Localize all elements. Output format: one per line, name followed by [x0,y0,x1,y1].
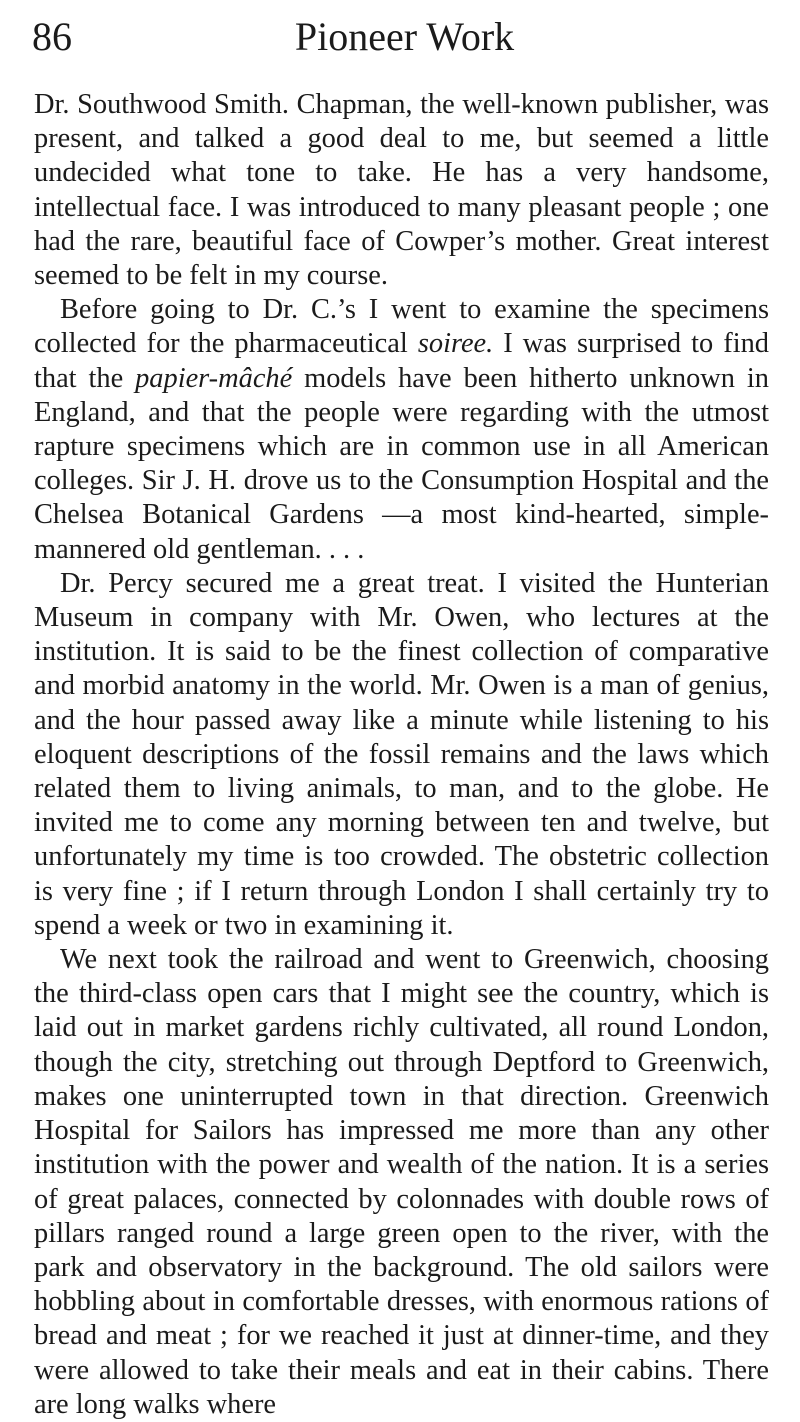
running-title: Pioneer Work [294,14,515,59]
paragraph-3: Dr. Percy secured me a great treat. I visited the Hunterian Museum in company with Mr. Owen, who lectures at the institution. It is said to be the finest collection of comparative and morbid anatomy in the world. Mr. Owen is a man of genius, and the hour passed away like a minute while listening to his eloquent descriptions of the fossil remains and the laws which related them to living animals, to man, and to the globe. He invited me to come any morning between ten and twelve, but unfortunately my time is too crowded. The obstetric collection is very fine ; if I return through London I shall certainly try to spend a week or two in examining it. [34,567,769,941]
paragraph-2 [34,293,769,567]
page-header [32,10,777,66]
paragraph-1: Dr. Southwood Smith. Chapman, the well-known publisher, was present, and talked a good deal to me, but seemed a little undecided what tone to take. He has a very handsome, intellectual face. I was introduced to many pleasant people ; one had the rare, beautiful face of Cowper’s mother. Great interest seemed to be felt in my course. [34,89,769,292]
paragraph-4: We next took the railroad and went to Greenwich, choosing the third-class open cars that I might see the country, which is laid out in market gardens richly cultivated, all round London, though the city, stretching out through Deptford to Greenwich, makes one uninterrupted town in that direction. Greenwich Hospital for Sailors has impressed me more than any other institution with the power and wealth of the nation. It is a series of great palaces, connected by colonnades with double rows of pillars ranged round a large green open to the river, with the park and observatory in the background. The old sailors were hobbling about in comfortable dresses, with enormous rations of bread and meat ; for we reached it just at dinner-time, and they were allowed to take their meals and eat in their cabins. There are long walks where [34,944,769,1420]
body-text [34,88,769,1422]
paragraph-2-text-before: Before going to Dr. C.’s I went to examine the specimens collected for the pharmaceutical [34,294,769,360]
paragraph-2-text-after: models have been hitherto unknown in England, and that the people were regarding with the utmost rapture specimens which are in common use in all American colleges. Sir J. H. drove us to the Consumption Hospital and the Chelsea Botanical Gardens —a most kind-hearted, simple-mannered old gentleman. . . . [34,362,769,565]
italic-soiree: soiree. [417,328,494,360]
paragraph-2-text-middle: I was surprised to find that the [34,328,769,394]
page-number: 86 [32,14,72,59]
italic-papier-mache: papier-mâché [135,362,293,394]
